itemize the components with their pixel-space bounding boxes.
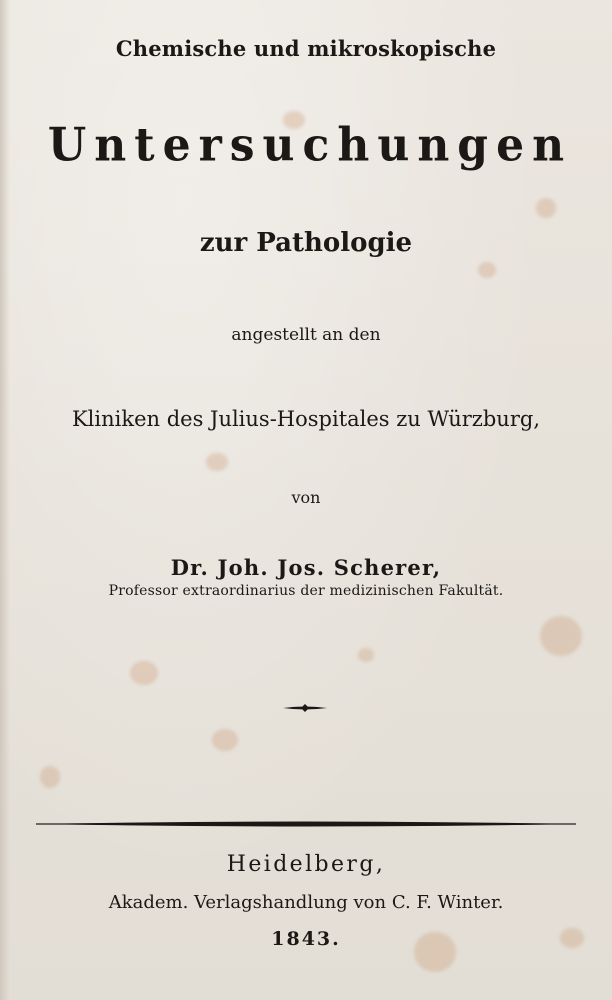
subtitle: zur Pathologie: [199, 228, 413, 258]
line-kliniken: Kliniken des Julius-Hospitales zu Würzburg,: [71, 407, 540, 431]
foxing-stain: [206, 453, 228, 471]
foxing-stain: [540, 616, 582, 656]
line-angestellt: angestellt an den: [231, 325, 381, 345]
title-line-top: Chemische und mikroskopische: [115, 36, 497, 61]
small-diamond-ornament-icon: [283, 702, 327, 714]
foxing-stain: [536, 198, 556, 218]
foxing-stain: [212, 729, 238, 751]
author-name: Dr. Joh. Jos. Scherer,: [170, 555, 442, 580]
foxing-stain: [358, 648, 374, 662]
foxing-stain: [40, 766, 60, 788]
author-title: Professor extraordinarius der medizinischen Fakultät.: [108, 583, 504, 599]
swelling-rule-divider-icon: [36, 816, 576, 832]
foxing-stain: [478, 262, 496, 278]
main-title: Untersuchungen: [47, 118, 573, 173]
publication-place: Heidelberg,: [226, 852, 386, 877]
publication-year: 1843.: [271, 928, 341, 950]
publisher: Akadem. Verlagshandlung von C. F. Winter.: [108, 892, 504, 913]
line-von: von: [291, 488, 321, 507]
foxing-stain: [130, 661, 158, 685]
